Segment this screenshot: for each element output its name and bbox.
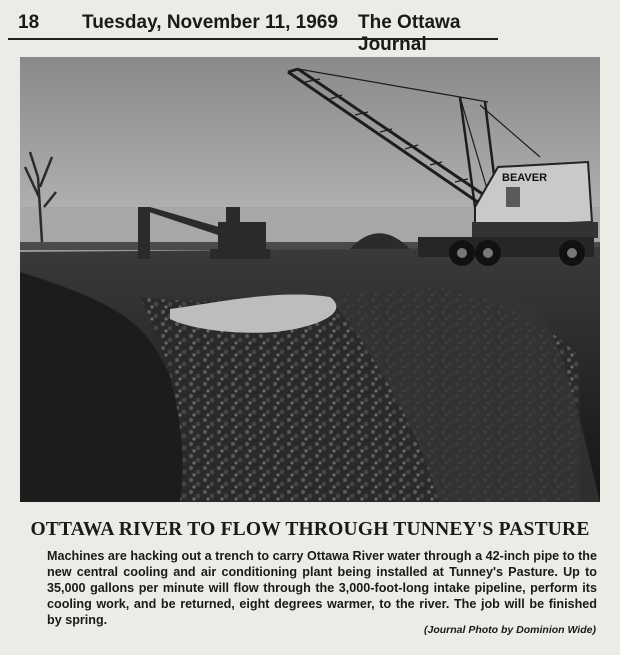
photo-credit: (Journal Photo by Dominion Wide) <box>424 624 596 636</box>
publication-date: Tuesday, November 11, 1969 <box>82 12 338 33</box>
page-header <box>8 8 498 55</box>
newspaper-name: The Ottawa Journal <box>358 12 461 55</box>
page-number: 18 <box>18 12 40 33</box>
photo-caption: Machines are hacking out a trench to carry Ottawa River water through a 42-inch pipe to the new central cooling and air conditioning plant being installed at Tunney's Pasture. Up to 35,000 gallons per minute will flow through the 3,000-foot-long intake pipeline, perform its cooling work, and be returned, eight degrees warmer, to the river. The job will be finished by spring. <box>47 549 597 627</box>
news-photo <box>20 57 600 502</box>
article-headline: OTTAWA RIVER TO FLOW THROUGH TUNNEY'S PASTURE <box>30 519 590 540</box>
construction-site-photo <box>20 57 600 502</box>
crane-label: BEAVER <box>502 172 548 184</box>
